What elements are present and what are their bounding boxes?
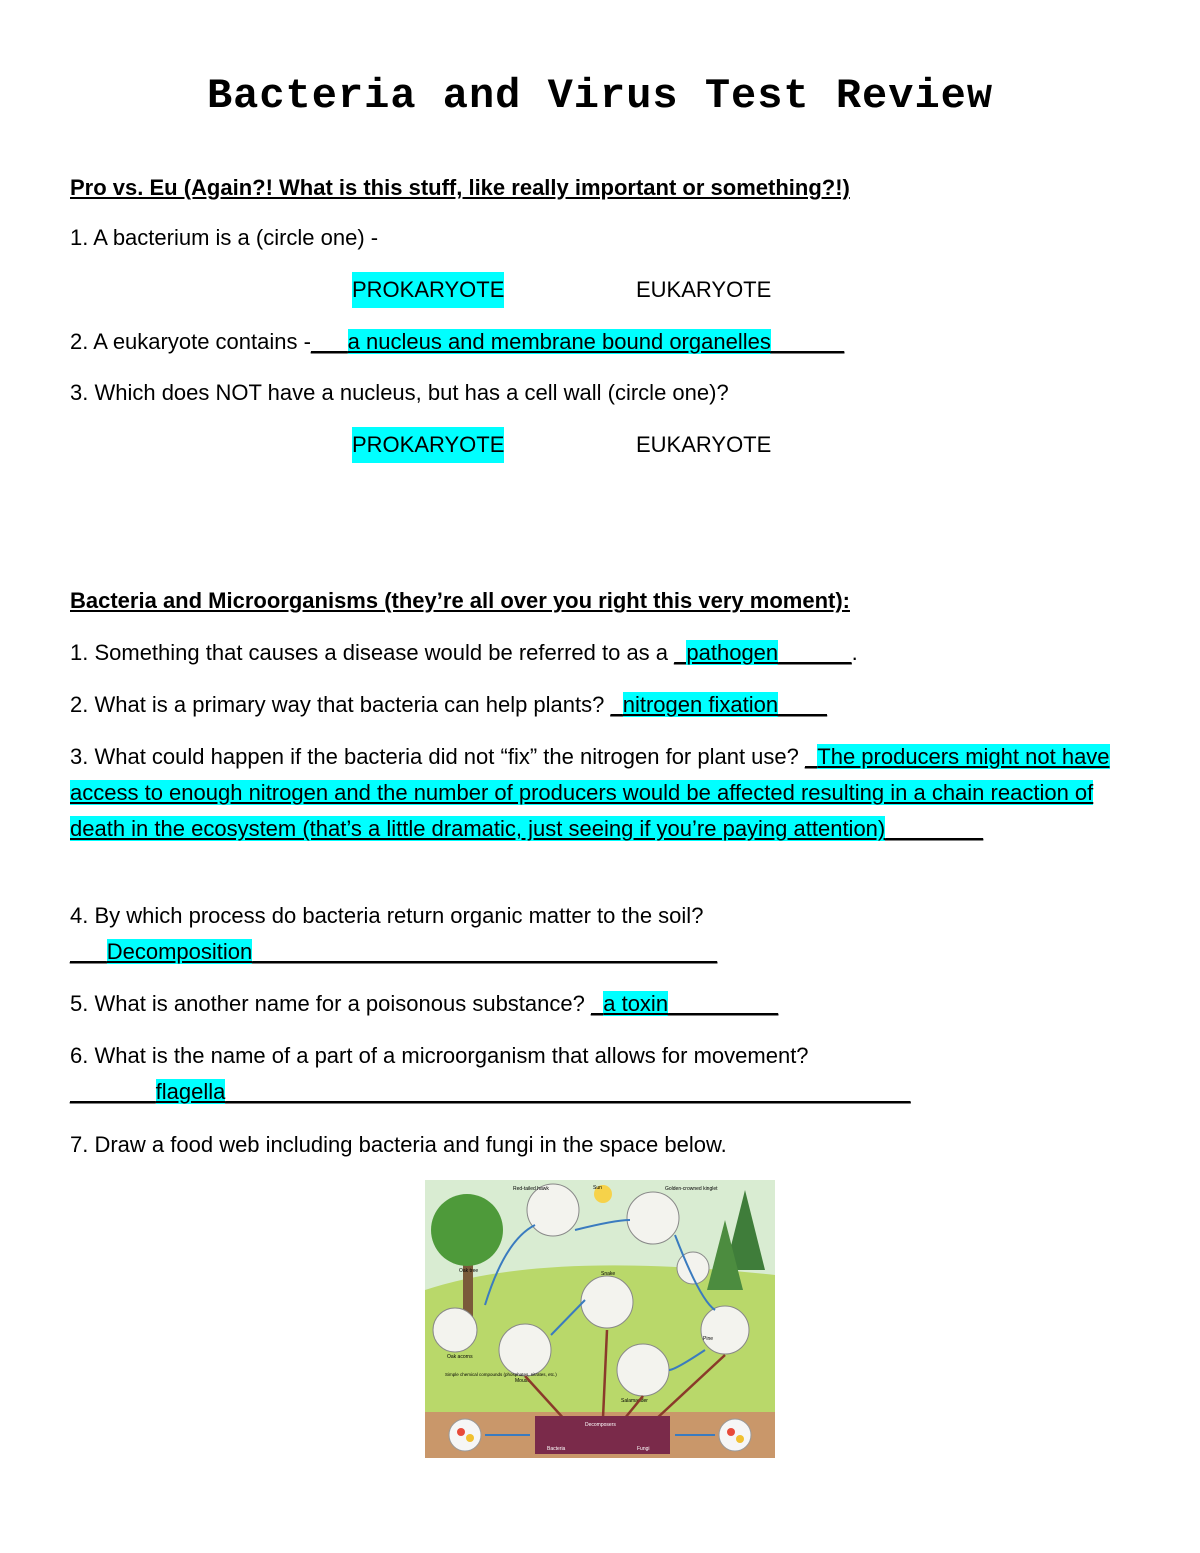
nutrient-dot bbox=[736, 1435, 744, 1443]
nutrient-dot bbox=[466, 1434, 474, 1442]
s2-question-6-answer-line bbox=[70, 1074, 911, 1110]
sentence-end: . bbox=[851, 640, 858, 665]
nutrients-left-circle bbox=[449, 1419, 481, 1451]
s2-question-2-prefix: 2. What is a primary way that bacteria can help plants? bbox=[70, 692, 611, 717]
s2-question-5-answer[interactable]: a toxin bbox=[603, 991, 669, 1016]
blank-segment: ________ bbox=[885, 816, 984, 841]
label-snake: Snake bbox=[601, 1271, 616, 1277]
question-2-answer[interactable]: a nucleus and membrane bound organelles bbox=[347, 329, 771, 354]
s2-question-2-answer[interactable]: nitrogen fixation bbox=[622, 692, 779, 717]
s2-question-3-answer[interactable]: The producers might not have access to enough nitrogen and the number of producers would be affected resulting in a chain reaction of death in the ecosystem (that’s a little dramatic, just seeing if you’re paying attention) bbox=[70, 744, 1110, 841]
label-salamander: Salamander bbox=[621, 1398, 648, 1404]
s2-question-1 bbox=[70, 635, 858, 671]
label-hawk: Red-tailed hawk bbox=[513, 1186, 549, 1192]
kinglet-circle bbox=[627, 1192, 679, 1244]
blank-segment: _______ bbox=[70, 1079, 156, 1104]
blank-segment: ________________________________________________________ bbox=[225, 1079, 911, 1104]
label-decomposers: Decomposers bbox=[585, 1422, 616, 1428]
s2-question-2 bbox=[70, 687, 827, 723]
label-pine: Pine bbox=[703, 1336, 714, 1342]
section-heading-bacteria-microorganisms: Bacteria and Microorganisms (they’re all over you right this very moment): bbox=[70, 588, 850, 613]
page-title: Bacteria and Virus Test Review bbox=[206, 72, 994, 120]
blank-segment: ___ bbox=[310, 329, 348, 354]
s2-question-1-prefix: 1. Something that causes a disease would be referred to as a bbox=[70, 640, 675, 665]
nutrient-dot bbox=[457, 1428, 465, 1436]
s2-question-3-prefix: 3. What could happen if the bacteria did not “fix” the nitrogen for plant use? bbox=[70, 744, 806, 769]
acorns-circle bbox=[433, 1308, 477, 1352]
s2-question-3 bbox=[70, 739, 1130, 847]
q1-choice-prokaryote[interactable]: PROKARYOTE bbox=[352, 272, 504, 308]
label-sun: Sun bbox=[593, 1185, 602, 1191]
question-1-prompt: 1. A bacterium is a (circle one) - bbox=[70, 225, 379, 250]
section-heading-pro-vs-eu: Pro vs. Eu (Again?! What is this stuff, like really important or something?!) bbox=[70, 175, 850, 200]
salamander-circle bbox=[617, 1344, 669, 1396]
s2-question-4-prompt: 4. By which process do bacteria return organic matter to the soil? bbox=[70, 903, 704, 928]
s2-question-7-prompt: 7. Draw a food web including bacteria and fungi in the space below. bbox=[70, 1132, 727, 1157]
blank-segment: _ bbox=[590, 991, 604, 1016]
question-2-prefix: 2. A eukaryote contains - bbox=[70, 329, 311, 354]
nutrient-dot bbox=[727, 1428, 735, 1436]
q1-choice-eukaryote[interactable]: EUKARYOTE bbox=[636, 277, 772, 302]
label-acorns: Oak acorns bbox=[447, 1354, 473, 1360]
s2-question-5 bbox=[70, 986, 778, 1022]
food-web-diagram bbox=[425, 1180, 775, 1458]
mouse-circle bbox=[499, 1324, 551, 1376]
blank-segment: _ bbox=[674, 640, 687, 665]
q3-choice-eukaryote[interactable]: EUKARYOTE bbox=[636, 432, 772, 457]
pine-circle bbox=[701, 1306, 749, 1354]
nutrients-right-circle bbox=[719, 1419, 751, 1451]
oak-canopy bbox=[431, 1194, 503, 1266]
label-kinglet: Golden-crowned kinglet bbox=[665, 1186, 718, 1192]
blank-segment: ______________________________________ bbox=[252, 939, 718, 964]
snake-circle bbox=[581, 1276, 633, 1328]
s2-question-6-answer[interactable]: flagella bbox=[155, 1079, 226, 1104]
blank-segment: ______ bbox=[770, 329, 845, 354]
question-2 bbox=[70, 324, 844, 360]
s2-question-6-prompt: 6. What is the name of a part of a microorganism that allows for movement? bbox=[70, 1043, 809, 1068]
s2-question-4-answer[interactable]: Decomposition bbox=[106, 939, 253, 964]
blank-segment: _ bbox=[805, 744, 818, 769]
blank-segment: ______ bbox=[778, 640, 852, 665]
blank-segment: _________ bbox=[668, 991, 779, 1016]
label-compounds: Simple chemical compounds (phosphates, nitrates, etc.) bbox=[445, 1372, 557, 1377]
s2-question-4-answer-line bbox=[70, 934, 717, 970]
label-bacteria: Bacteria bbox=[547, 1446, 566, 1452]
s2-question-5-prefix: 5. What is another name for a poisonous substance? bbox=[70, 991, 591, 1016]
s2-question-1-answer[interactable]: pathogen bbox=[686, 640, 779, 665]
blank-segment: ____ bbox=[778, 692, 828, 717]
label-fungi: Fungi bbox=[637, 1446, 650, 1452]
label-oak: Oak tree bbox=[459, 1268, 479, 1274]
label-mouse: Mouse bbox=[515, 1378, 531, 1384]
blank-segment: _ bbox=[610, 692, 623, 717]
q3-choice-prokaryote[interactable]: PROKARYOTE bbox=[352, 427, 504, 463]
blank-segment: ___ bbox=[70, 939, 107, 964]
question-3-prompt: 3. Which does NOT have a nucleus, but has a cell wall (circle one)? bbox=[70, 380, 729, 405]
